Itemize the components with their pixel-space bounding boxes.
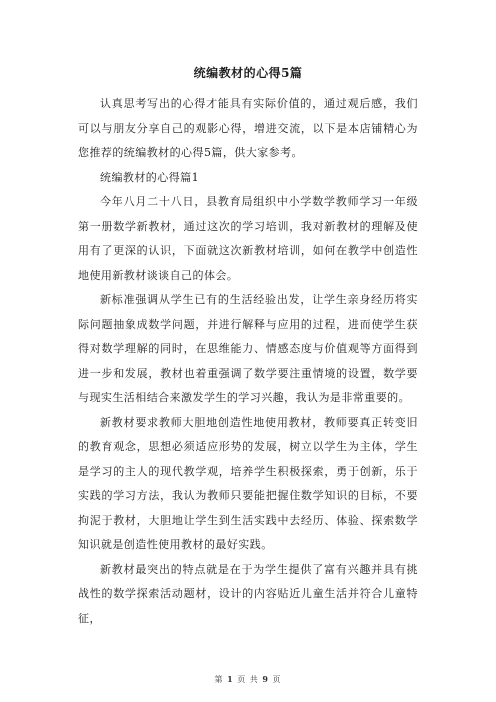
paragraph: 新教材要求教师大胆地创造性地使用教材，教师要真正转变旧的教育观念，思想必须适应形势的发展，树立以学生为主体，学生是学习的主人的现代教学观，培养学生积极探索，勇于创新，乐于实践的学习方法，我认为教师只要能把握住数学知识的目标，不要拘泥于教材，大胆地让学生到生活实践中去经历、体验、探索数学知识就是创造性使用教材的最好实践。: [78, 415, 418, 551]
footer-middle: 页 共: [237, 675, 259, 684]
document-title: 统编教材的心得5篇: [193, 66, 303, 80]
page-footer: [0, 674, 496, 685]
document-body: [78, 92, 418, 631]
footer-suffix: 页: [272, 675, 282, 684]
section-heading: 统编教材的心得篇1: [100, 170, 200, 184]
total-pages-number: 9: [262, 674, 269, 684]
paragraph: 今年八月二十八日，县教育局组织中小学数学教师学习一年级第一册数学新教材，通过这次的学习培训，我对新教材的理解及使用有了更深的认识，下面就这次新教材培训，如何在教学中创造性地使用新教材谈谈自己的体会。: [78, 195, 418, 282]
paragraph-intro: 认真思考写出的心得才能具有实际价值的，通过观后感，我们可以与朋友分享自己的观影心得，增进交流，以下是本店铺精心为您推荐的统编教材的心得5篇，供大家参考。: [78, 97, 418, 159]
paragraph: 新标准强调从学生已有的生活经验出发，让学生亲身经历将实际问题抽象成数学问题，并进行解释与应用的过程，进而使学生获得对数学理解的同时，在思维能力、情感态度与价值观等方面得到进一步和发展，教材也着重强调了数学要注重情境的设置，数学要与现实生活相结合来激发学生的学习兴趣，我认为是非常重要的。: [78, 293, 418, 404]
footer-prefix: 第: [214, 675, 224, 684]
paragraph: 新教材最突出的特点就是在于为学生提供了富有兴趣并具有挑战性的数学探索活动题材，设计的内容贴近儿童生活并符合儿童特征，: [78, 562, 418, 625]
current-page-number: 1: [227, 674, 234, 684]
